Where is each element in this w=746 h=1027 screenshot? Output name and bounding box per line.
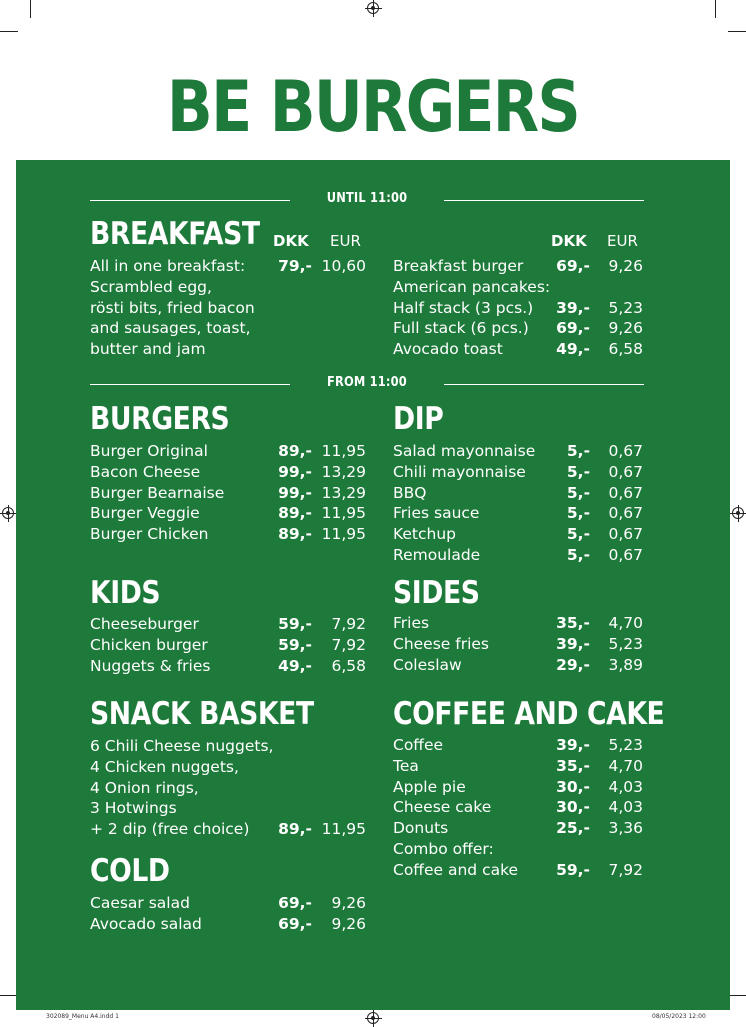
price-eur: 9,26 — [331, 914, 366, 933]
price-eur: 9,26 — [331, 894, 366, 912]
price-eur: 7,92 — [331, 615, 366, 633]
price-dkk: 99,- — [278, 462, 312, 481]
menu-item-name: Bacon Cheese — [90, 462, 201, 481]
kids-heading: KIDS — [90, 575, 161, 611]
price-dkk: 39,- — [556, 298, 590, 317]
menu-item — [90, 441, 366, 462]
menu-item — [393, 545, 643, 566]
until-divider — [90, 191, 644, 211]
price-dkk: 5,- — [566, 525, 590, 544]
price-dkk: 99,- — [278, 483, 312, 502]
sides-heading: SIDES — [393, 575, 480, 611]
brand-title: BE BURGERS — [166, 66, 580, 148]
menu-item-name: Half stack (3 pcs.) — [393, 298, 534, 317]
price-dkk: 5,- — [566, 462, 590, 481]
registration-mark-icon — [732, 507, 744, 519]
menu-item — [90, 614, 366, 635]
registration-mark-icon — [367, 2, 379, 14]
price-dkk: 49,- — [556, 340, 590, 359]
coffee-cake-list — [393, 735, 643, 881]
breakfast-right-list — [393, 256, 643, 360]
menu-item-name: Burger Original — [90, 442, 208, 460]
menu-item-name: Coleslaw — [393, 655, 462, 674]
burgers-heading: BURGERS — [90, 401, 230, 437]
crop-mark — [715, 0, 716, 18]
price-eur: 4,03 — [608, 798, 643, 817]
menu-item — [90, 819, 366, 840]
price-eur: 0,67 — [608, 525, 643, 544]
menu-item-name: butter and jam — [90, 340, 206, 359]
price-eur: 9,26 — [608, 257, 643, 275]
price-dkk: 5,- — [566, 504, 590, 523]
price-eur: 11,95 — [321, 525, 366, 544]
menu-item-name: Cheeseburger — [90, 615, 199, 633]
price-eur: 6,58 — [608, 340, 643, 359]
kids-list — [90, 614, 366, 676]
menu-item — [90, 914, 366, 935]
menu-item — [90, 339, 366, 360]
menu-item — [393, 339, 643, 360]
price-eur: 5,23 — [608, 634, 643, 653]
menu-item-name: Ketchup — [393, 525, 457, 544]
snack-basket-list — [90, 736, 366, 840]
menu-item — [90, 757, 366, 778]
menu-item-name: Chicken burger — [90, 635, 208, 654]
menu-item-name: Scrambled egg, — [90, 277, 212, 296]
price-dkk: 59,- — [556, 860, 590, 879]
burgers-list — [90, 441, 366, 545]
price-eur: 11,95 — [321, 504, 366, 523]
menu-item-name: Burger Veggie — [90, 504, 200, 523]
menu-item-name: and sausages, toast, — [90, 319, 251, 338]
price-eur: 7,92 — [331, 635, 366, 654]
menu-item — [90, 778, 366, 799]
eur-column-header: EUR — [330, 232, 361, 250]
price-dkk: 35,- — [556, 614, 590, 632]
price-eur: 0,67 — [608, 545, 643, 564]
price-dkk: 30,- — [556, 777, 590, 796]
menu-item — [393, 613, 643, 634]
menu-item-name: 6 Chili Cheese nuggets, — [90, 737, 274, 755]
price-dkk: 79,- — [278, 257, 312, 275]
price-dkk: 39,- — [556, 634, 590, 653]
breakfast-heading: BREAKFAST — [90, 216, 260, 252]
menu-item-name: Avocado salad — [90, 914, 202, 933]
price-eur: 3,89 — [608, 655, 643, 674]
registration-mark-icon — [2, 507, 14, 519]
sides-list — [393, 613, 643, 675]
menu-item — [393, 797, 643, 818]
price-eur: 0,67 — [608, 504, 643, 523]
menu-item — [90, 656, 366, 677]
price-dkk: 39,- — [556, 736, 590, 754]
menu-item-name: Cheese cake — [393, 798, 492, 817]
menu-item — [90, 483, 366, 504]
price-dkk: 59,- — [278, 615, 312, 633]
menu-item — [393, 441, 643, 462]
price-dkk: 89,- — [278, 525, 312, 544]
dkk-column-header: DKK — [273, 232, 309, 250]
menu-item — [90, 277, 366, 298]
print-slug-right: 08/05/2023 12:00 — [652, 1013, 706, 1020]
menu-item-name: Tea — [393, 756, 419, 775]
price-dkk: 59,- — [278, 635, 312, 654]
menu-item — [393, 298, 643, 319]
until-label: UNTIL 11:00 — [326, 191, 408, 206]
price-dkk: 5,- — [566, 483, 590, 502]
price-dkk: 69,- — [556, 319, 590, 338]
menu-item-name: Combo offer: — [393, 839, 494, 858]
menu-item — [90, 298, 366, 319]
menu-item — [393, 277, 643, 298]
price-eur: 6,58 — [331, 656, 366, 675]
price-eur: 13,29 — [321, 483, 366, 502]
price-dkk: 35,- — [556, 756, 590, 775]
dkk-column-header: DKK — [551, 232, 587, 250]
price-dkk: 29,- — [556, 655, 590, 674]
menu-item-name: 4 Onion rings, — [90, 778, 199, 797]
menu-item — [90, 503, 366, 524]
price-dkk: 69,- — [556, 257, 590, 275]
eur-column-header: EUR — [607, 232, 638, 250]
from-label: FROM 11:00 — [327, 375, 407, 390]
menu-item-name: rösti bits, fried bacon — [90, 298, 255, 317]
menu-item-name: Full stack (6 pcs.) — [393, 319, 529, 338]
menu-item-name: Donuts — [393, 819, 449, 838]
price-eur: 9,26 — [608, 319, 643, 338]
menu-item-name: 4 Chicken nuggets, — [90, 757, 239, 776]
menu-item-name: BBQ — [393, 483, 427, 502]
menu-item — [393, 524, 643, 545]
dip-heading: DIP — [393, 401, 444, 437]
menu-item — [90, 798, 366, 819]
price-eur: 0,67 — [608, 442, 643, 460]
print-slug-left: 302089_Menu A4.indd 1 — [46, 1013, 119, 1020]
menu-item — [393, 462, 643, 483]
menu-item-name: Remoulade — [393, 545, 481, 564]
menu-item-name: Fries — [393, 614, 430, 632]
price-dkk: 30,- — [556, 798, 590, 817]
price-dkk: 49,- — [278, 656, 312, 675]
menu-item-name: Chili mayonnaise — [393, 462, 526, 481]
menu-item — [393, 256, 643, 277]
menu-item — [393, 483, 643, 504]
menu-item-name: Caesar salad — [90, 894, 190, 912]
menu-item — [393, 756, 643, 777]
price-eur: 7,92 — [608, 860, 643, 879]
breakfast-left-list — [90, 256, 366, 360]
menu-item-name: Coffee and cake — [393, 860, 519, 879]
menu-item-name: All in one breakfast: — [90, 257, 246, 275]
menu-item — [393, 503, 643, 524]
price-eur: 11,95 — [321, 442, 366, 460]
crop-mark — [728, 995, 746, 996]
menu-item — [393, 777, 643, 798]
price-eur: 13,29 — [321, 462, 366, 481]
price-dkk: 25,- — [556, 819, 590, 838]
menu-item — [393, 655, 643, 676]
price-eur: 5,23 — [608, 298, 643, 317]
crop-mark — [0, 31, 18, 32]
menu-item — [90, 736, 366, 757]
menu-item — [90, 524, 366, 545]
menu-item — [393, 860, 643, 881]
menu-item — [90, 635, 366, 656]
price-dkk: 89,- — [278, 504, 312, 523]
menu-item — [393, 735, 643, 756]
coffee-cake-heading: COFFEE AND CAKE — [393, 696, 665, 732]
dip-list — [393, 441, 643, 566]
snack-basket-heading: SNACK BASKET — [90, 696, 314, 732]
menu-item-name: Burger Bearnaise — [90, 483, 225, 502]
menu-item — [90, 318, 366, 339]
price-eur: 10,60 — [321, 257, 366, 275]
menu-item-name: Avocado toast — [393, 340, 503, 359]
menu-item-name: Nuggets & fries — [90, 656, 211, 675]
price-eur: 5,23 — [608, 736, 643, 754]
price-dkk: 89,- — [278, 820, 312, 839]
menu-item-name: Salad mayonnaise — [393, 442, 536, 460]
menu-item-name: Breakfast burger — [393, 257, 524, 275]
menu-item-name: Coffee — [393, 736, 444, 754]
menu-item-name: Fries sauce — [393, 504, 480, 523]
price-dkk: 69,- — [278, 894, 312, 912]
crop-mark — [30, 0, 31, 18]
cold-heading: COLD — [90, 853, 170, 889]
menu-item-name: Cheese fries — [393, 634, 490, 653]
from-divider — [90, 375, 644, 395]
price-eur: 3,36 — [608, 819, 643, 838]
menu-item-name: Apple pie — [393, 777, 466, 796]
cold-list — [90, 893, 366, 935]
price-dkk: 5,- — [566, 442, 590, 460]
price-dkk: 69,- — [278, 914, 312, 933]
price-eur: 0,67 — [608, 462, 643, 481]
menu-item — [393, 318, 643, 339]
price-eur: 0,67 — [608, 483, 643, 502]
menu-item-name: Burger Chicken — [90, 525, 209, 544]
price-eur: 4,03 — [608, 777, 643, 796]
menu-item-name: + 2 dip (free choice) — [90, 820, 250, 839]
menu-item — [393, 839, 643, 860]
price-eur: 11,95 — [321, 820, 366, 839]
menu-item — [393, 634, 643, 655]
menu-item — [90, 893, 366, 914]
price-dkk: 89,- — [278, 442, 312, 460]
menu-item — [393, 818, 643, 839]
menu-item-name: 3 Hotwings — [90, 799, 177, 818]
registration-mark-icon — [367, 1012, 379, 1024]
menu-item — [90, 256, 366, 277]
menu-item-name: American pancakes: — [393, 277, 551, 296]
price-eur: 4,70 — [608, 614, 643, 632]
price-eur: 4,70 — [608, 756, 643, 775]
crop-mark — [728, 31, 746, 32]
menu-item — [90, 462, 366, 483]
price-dkk: 5,- — [566, 545, 590, 564]
